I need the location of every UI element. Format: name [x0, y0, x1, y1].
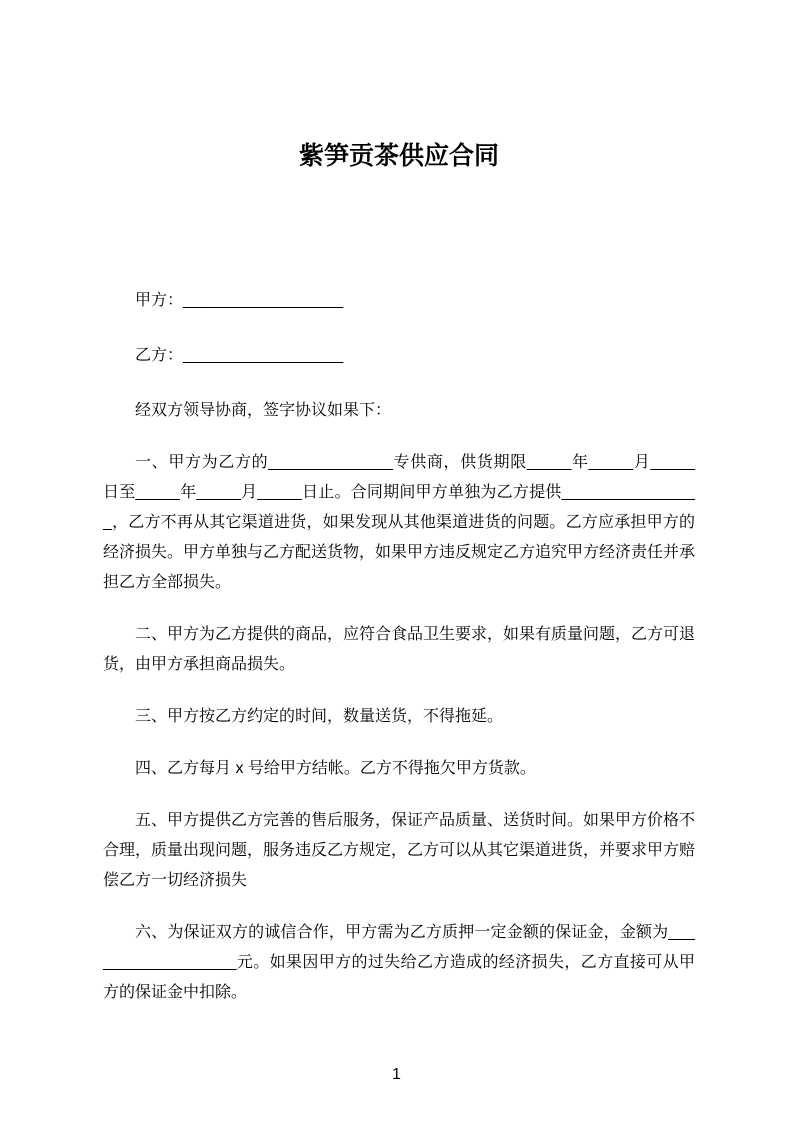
page-number: 1 [392, 1066, 401, 1083]
document-title: 紫笋贡茶供应合同 [298, 142, 499, 170]
party-a-line [103, 286, 695, 316]
party-b-line [103, 341, 695, 371]
clause-5: 五、甲方提供乙方完善的售后服务，保证产品质量、送货时间。如果甲方价格不合理，质量出现问题，服务违反乙方规定，乙方可以从其它渠道进货，并要求甲方赔偿乙方一切经济损失 [103, 812, 696, 889]
party-a-blank: __________________ [183, 292, 344, 309]
clause-1: 一、甲方为乙方的______________专供商，供货期限_____年_____月_____日至_____年_____月_____日止。合同期间甲方单独为乙方提供________________，乙方不再从其它渠道进货，如果发现从其他渠道进货的问题。乙方应承担甲方的经济损失。甲方单独与乙方配送货物，如果甲方违反规定乙方追究甲方经济责任并承担乙方全部损失。 [103, 454, 696, 591]
clause-4: 四、乙方每月 x 号给甲方结帐。乙方不得拖欠甲方货款。 [135, 760, 536, 777]
party-b-blank: __________________ [183, 347, 344, 364]
party-a-label: 甲方： [135, 292, 184, 309]
clause-3: 三、甲方按乙方约定的时间，数量送货，不得拖延。 [135, 708, 504, 725]
clause-2: 二、甲方为乙方提供的商品，应符合食品卫生要求，如果有质量问题，乙方可退货，由甲方承担商品损失。 [103, 626, 696, 673]
party-b-label: 乙方： [135, 347, 184, 364]
intro-paragraph: 经双方领导协商，签字协议如果下： [135, 402, 392, 419]
clause-6: 六、为保证双方的诚信合作，甲方需为乙方质押一定金额的保证金，金额为__________________元。如果因甲方的过失给乙方造成的经济损失，乙方直接可从甲方的保证金中扣除。 [103, 924, 695, 1001]
